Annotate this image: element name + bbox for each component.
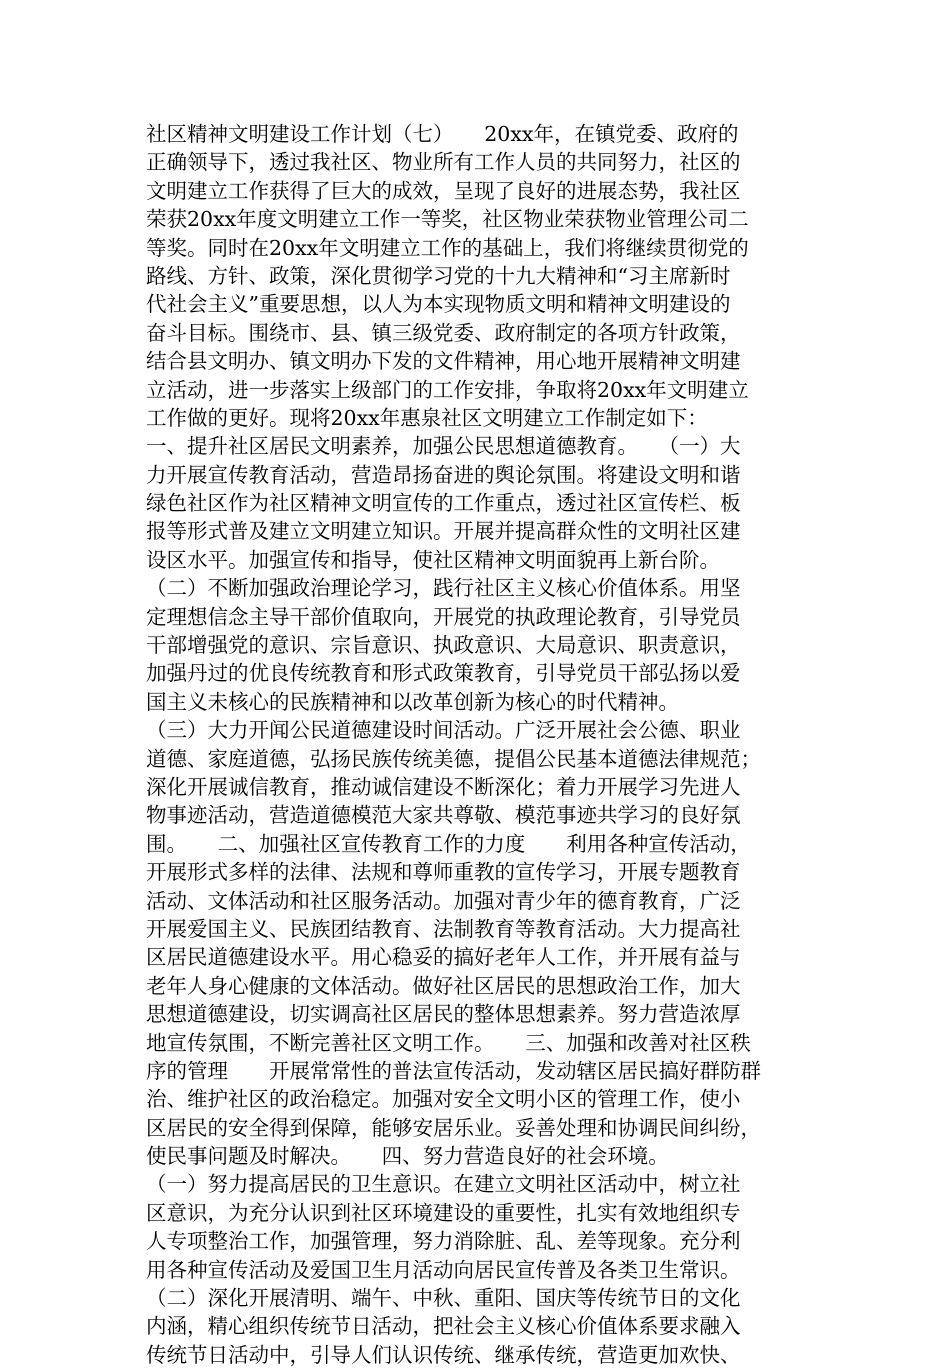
text-line: 一、提升社区居民文明素养，加强公民思想道德教育。 （一）大 [146, 434, 741, 459]
text-line: 代社会主义”重要思想，以人为本实现物质文明和精神文明建设的 [146, 292, 731, 317]
text-line: 老年人身心健康的文体活动。做好社区居民的思想政治工作，加大 [146, 973, 741, 998]
document-body [146, 120, 806, 1369]
text-line: 定理想信念主导干部价值取向，开展党的执政理论教育，引导党员 [146, 604, 741, 629]
text-line: 人专项整治工作，加强管理，努力消除脏、乱、差等现象。充分利 [146, 1229, 741, 1254]
text-line: 物事迹活动，营造道德模范大家共尊敬、模范事迹共学习的良好氛 [146, 803, 741, 828]
text-line: 开展形式多样的法律、法规和尊师重教的宣传学习，开展专题教育 [146, 860, 741, 885]
text-line: 思想道德建设，切实调高社区居民的整体思想素养。努力营造浓厚 [146, 1002, 741, 1027]
text-line: （一）努力提高居民的卫生意识。在建立文明社区活动中，树立社 [146, 1172, 741, 1197]
text-line: 内涵，精心组织传统节日活动，把社会主义核心价值体系要求融入 [146, 1314, 741, 1339]
text-line: 干部增强党的意识、宗旨意识、执政意识、大局意识、职责意识， [146, 633, 741, 658]
text-line: 结合县文明办、镇文明办下发的文件精神，用心地开展精神文明建 [146, 349, 741, 374]
text-line: 治、维护社区的政治稳定。加强对安全文明小区的管理工作，使小 [146, 1087, 741, 1112]
text-line: 使民事问题及时解决。 四、努力营造良好的社会环境。 [146, 1144, 669, 1169]
text-line: 路线、方针、政策，深化贯彻学习党的十九大精神和“习主席新时 [146, 263, 731, 288]
text-line: 力开展宣传教育活动，营造昂扬奋进的舆论氛围。将建设文明和谐 [146, 462, 741, 487]
text-line: 国主义未核心的民族精神和以改革创新为核心的时代精神。 [146, 689, 679, 714]
text-line: 传统节日活动中，引导人们认识传统、继承传统，营造更加欢快、 [146, 1342, 741, 1367]
text-line: 区居民的安全得到保障，能够安居乐业。妥善处理和协调民间纠纷， [146, 1115, 761, 1140]
text-line: 用各种宣传活动及爱国卫生月活动向居民宣传普及各类卫生常识。 [146, 1257, 741, 1282]
text-line: （二）不断加强政治理论学习，践行社区主义核心价值体系。用坚 [146, 576, 741, 601]
text-line: 加强丹过的优良传统教育和形式政策教育，引导党员干部弘扬以爱 [146, 661, 741, 686]
text-line: 开展爱国主义、民族团结教育、法制教育等教育活动。大力提高社 [146, 916, 741, 941]
text-line: 区意识，为充分认识到社区环境建设的重要性，扎实有效地组织专 [146, 1200, 741, 1225]
text-line: 设区水平。加强宣传和指导，使社区精神文明面貌再上新台阶。 [146, 547, 720, 572]
text-line: 立活动，进一步落实上级部门的工作安排，争取将20xx年文明建立 [146, 377, 749, 402]
text-line: 地宣传氛围，不断完善社区文明工作。 三、加强和改善对社区秩 [146, 1030, 751, 1055]
text-line: 围。 二、加强社区宣传教育工作的力度 利用各种宣传活动， [146, 831, 751, 856]
text-line: 正确领导下，透过我社区、物业所有工作人员的共同努力，社区的 [146, 150, 741, 175]
text-line: 报等形式普及建立文明建立知识。开展并提高群众性的文明社区建 [146, 519, 741, 544]
text-line: （三）大力开闻公民道德建设时间活动。广泛开展社会公德、职业 [146, 718, 741, 743]
text-line: 道德、家庭道德，弘扬民族传统美德，提倡公民基本道德法律规范； [146, 746, 761, 771]
text-line: 深化开展诚信教育，推动诚信建设不断深化；着力开展学习先进人 [146, 774, 741, 799]
text-line: 等奖。同时在20xx年文明建立工作的基础上，我们将继续贯彻党的 [146, 235, 749, 260]
text-line: 活动、文体活动和社区服务活动。加强对青少年的德育教育，广泛 [146, 888, 741, 913]
text-line: 社区精神文明建设工作计划（七） 20xx年，在镇党委、政府的 [146, 122, 739, 146]
text-line: 文明建立工作获得了巨大的成效，呈现了良好的进展态势，我社区 [146, 178, 741, 203]
text-line: 工作做的更好。现将20xx年惠泉社区文明建立工作制定如下： [146, 405, 708, 430]
text-line: 荣获20xx年度文明建立工作一等奖，社区物业荣获物业管理公司二 [146, 207, 749, 232]
text-line: 区居民道德建设水平。用心稳妥的搞好老年人工作，并开展有益与 [146, 945, 741, 970]
text-line: 奋斗目标。围绕市、县、镇三级党委、政府制定的各项方针政策， [146, 320, 741, 345]
text-line: 序的管理 开展常常性的普法宣传活动，发动辖区居民搞好群防群 [146, 1058, 761, 1083]
text-line: 绿色社区作为社区精神文明宣传的工作重点，透过社区宣传栏、板 [146, 491, 741, 516]
text-line: （二）深化开展清明、端午、中秋、重阳、国庆等传统节日的文化 [146, 1286, 741, 1311]
